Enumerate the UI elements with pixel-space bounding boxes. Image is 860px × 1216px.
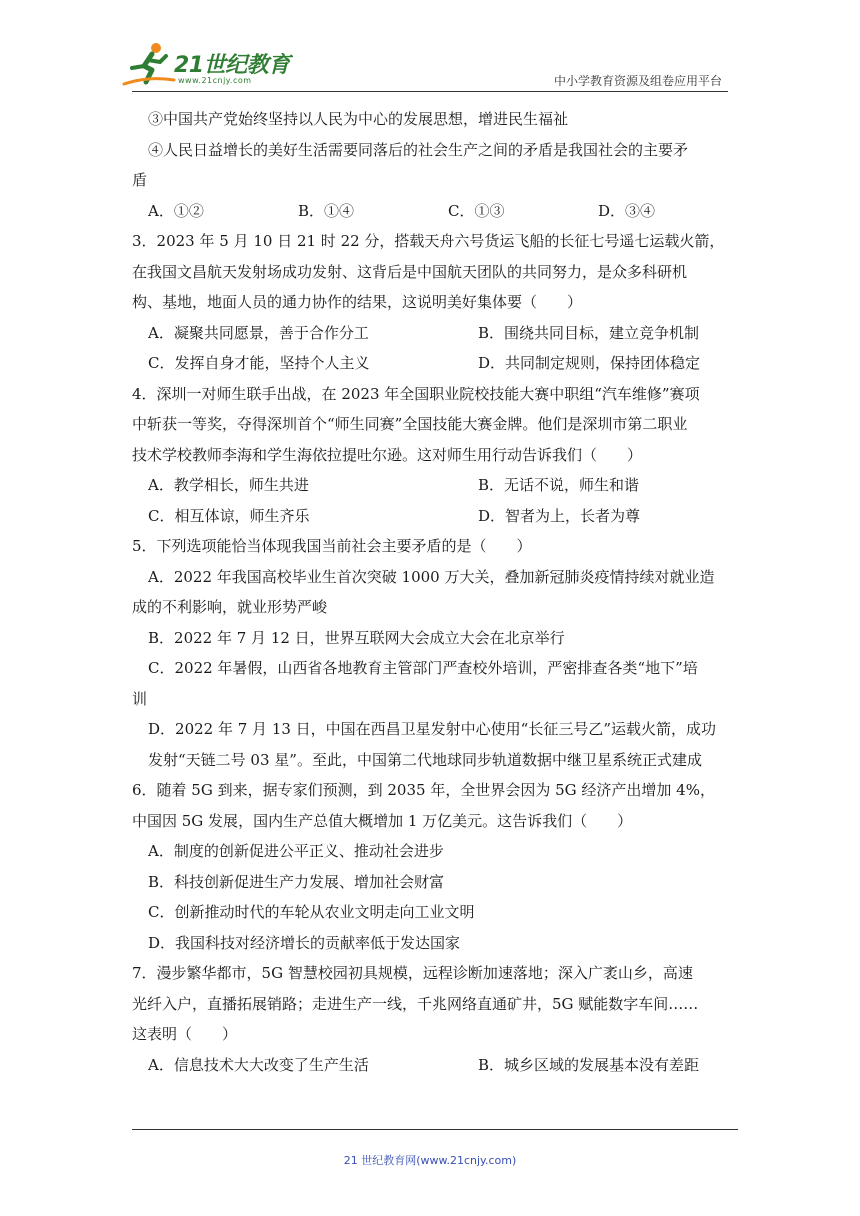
site-logo[interactable]: [122, 40, 292, 98]
q3-option-b[interactable]: B．围绕共同目标，建立竞争机制: [478, 323, 700, 342]
q4-option-b[interactable]: B．无话不说，师生和谐: [478, 476, 640, 494]
q5-option-a[interactable]: A．2022 年我国高校毕业生首次突破 1000 万大关，叠加新冠肺炎疫情持续对就业造: [148, 567, 715, 586]
q4-options-row-1: [132, 470, 728, 501]
q2-option-a[interactable]: A．①②: [148, 201, 204, 220]
runner-logo-icon: [122, 40, 176, 90]
q5-option-b[interactable]: B．2022 年 7 月 12 日，世界互联网大会成立大会在北京举行: [148, 628, 565, 647]
footer-divider: [132, 1129, 738, 1130]
q4-stem-line-1: 4．深圳一对师生联手出战，在 2023 年全国职业院校技能大赛中职组“汽车维修”赛项: [132, 384, 700, 403]
q7-option-b[interactable]: B．城乡区域的发展基本没有差距: [478, 1055, 700, 1074]
page-header: [0, 0, 860, 100]
q4-option-c[interactable]: C．相互体谅，师生齐乐: [148, 506, 310, 525]
logo-text: 21世纪教育: [174, 53, 290, 78]
q3-options-row-2: [132, 348, 728, 379]
q3-option-c[interactable]: C．发挥自身才能，坚持个人主义: [148, 354, 370, 372]
q5-stem: 5．下列选项能恰当体现我国当前社会主要矛盾的是（ ）: [132, 537, 532, 555]
q4-stem-line-3: 技术学校教师李海和学生海依拉提吐尔逊。这对师生用行动告诉我们（ ）: [132, 445, 643, 464]
header-divider: [132, 91, 728, 92]
q4-stem-line-2: 中斩获一等奖，夺得深圳首个“师生同赛”全国技能大赛金牌。他们是深圳市第二职业: [132, 415, 688, 433]
q5-option-d[interactable]: D．2022 年 7 月 13 日，中国在西昌卫星发射中心使用“长征三号乙”运载火箭，成功: [148, 720, 717, 738]
q3-stem-line-1: 3．2023 年 5 月 10 日 21 时 22 分，搭载天舟六号货运飞船的长征七号遥七运载火箭，: [132, 232, 725, 250]
q5-option-d-cont: 发射“天链二号 03 星”。至此，中国第二代地球同步轨道数据中继卫星系统正式建成: [148, 750, 702, 769]
q2-option-d[interactable]: D．③④: [598, 201, 656, 220]
q2-item-4: ④人民日益增长的美好生活需要同落后的社会生产之间的矛盾是我国社会的主要矛: [148, 140, 689, 159]
q7-options-row-1: [132, 1050, 728, 1081]
q4-option-a[interactable]: A．教学相长，师生共进: [148, 476, 309, 494]
q2-option-b[interactable]: B．①④: [298, 201, 355, 220]
logo-url: www.21cnjy.com: [178, 76, 252, 85]
q4-options-row-2: [132, 501, 728, 532]
q5-option-a-cont: 成的不利影响，就业形势严峻: [132, 598, 328, 616]
question-content: [132, 104, 728, 1080]
q6-option-a[interactable]: A．制度的创新促进公平正义、推动社会进步: [148, 842, 444, 860]
platform-name: 中小学教育资源及组卷应用平台: [553, 74, 722, 88]
q3-stem-line-2: 在我国文昌航天发射场成功发射、这背后是中国航天团队的共同努力，是众多科研机: [132, 262, 688, 281]
q3-options-row-1: [132, 318, 728, 349]
q3-option-d[interactable]: D．共同制定规则，保持团体稳定: [478, 354, 701, 372]
q7-stem-line-3: 这表明（ ）: [132, 1025, 238, 1043]
q5-option-c[interactable]: C．2022 年暑假，山西省各地教育主管部门严查校外培训，严密排查各类“地下”培: [148, 659, 698, 677]
q2-option-c[interactable]: C．①③: [448, 201, 505, 220]
q6-option-c[interactable]: C．创新推动时代的车轮从农业文明走向工业文明: [148, 903, 475, 921]
q2-options: [132, 196, 728, 227]
q4-option-d[interactable]: D．智者为上，长者为尊: [478, 506, 641, 525]
q6-stem-line-2: 中国因 5G 发展，国内生产总值大概增加 1 万亿美元。这告诉我们（ ）: [132, 811, 633, 830]
footer-link[interactable]: 21 世纪教育网(www.21cnjy.com): [343, 1154, 517, 1167]
q6-option-d[interactable]: D．我国科技对经济增长的贡献率低于发达国家: [148, 933, 461, 952]
q5-option-c-cont: 训: [132, 689, 148, 708]
q7-stem-line-1: 7．漫步繁华都市，5G 智慧校园初具规模，远程诊断加速落地；深入广袤山乡，高速: [132, 964, 693, 982]
q6-option-b[interactable]: B．科技创新促进生产力发展、增加社会财富: [148, 872, 445, 891]
q3-stem-line-3: 构、基地，地面人员的通力协作的结果，这说明美好集体要（ ）: [132, 293, 583, 311]
q3-option-a[interactable]: A．凝聚共同愿景，善于合作分工: [148, 323, 369, 342]
q7-option-a[interactable]: A．信息技术大大改变了生产生活: [148, 1055, 369, 1074]
q7-stem-line-2: 光纤入户，直播拓展销路；走进生产一线，千兆网络直通矿井，5G 赋能数字车间……: [132, 994, 699, 1013]
q2-item-4-cont: 盾: [132, 171, 148, 189]
q2-item-3: ③中国共产党始终坚持以人民为中心的发展思想，增进民生福祉: [148, 110, 569, 128]
q6-stem-line-1: 6．随着 5G 到来，据专家们预测，到 2035 年，全世界会因为 5G 经济产出增加 4%，: [132, 781, 715, 799]
